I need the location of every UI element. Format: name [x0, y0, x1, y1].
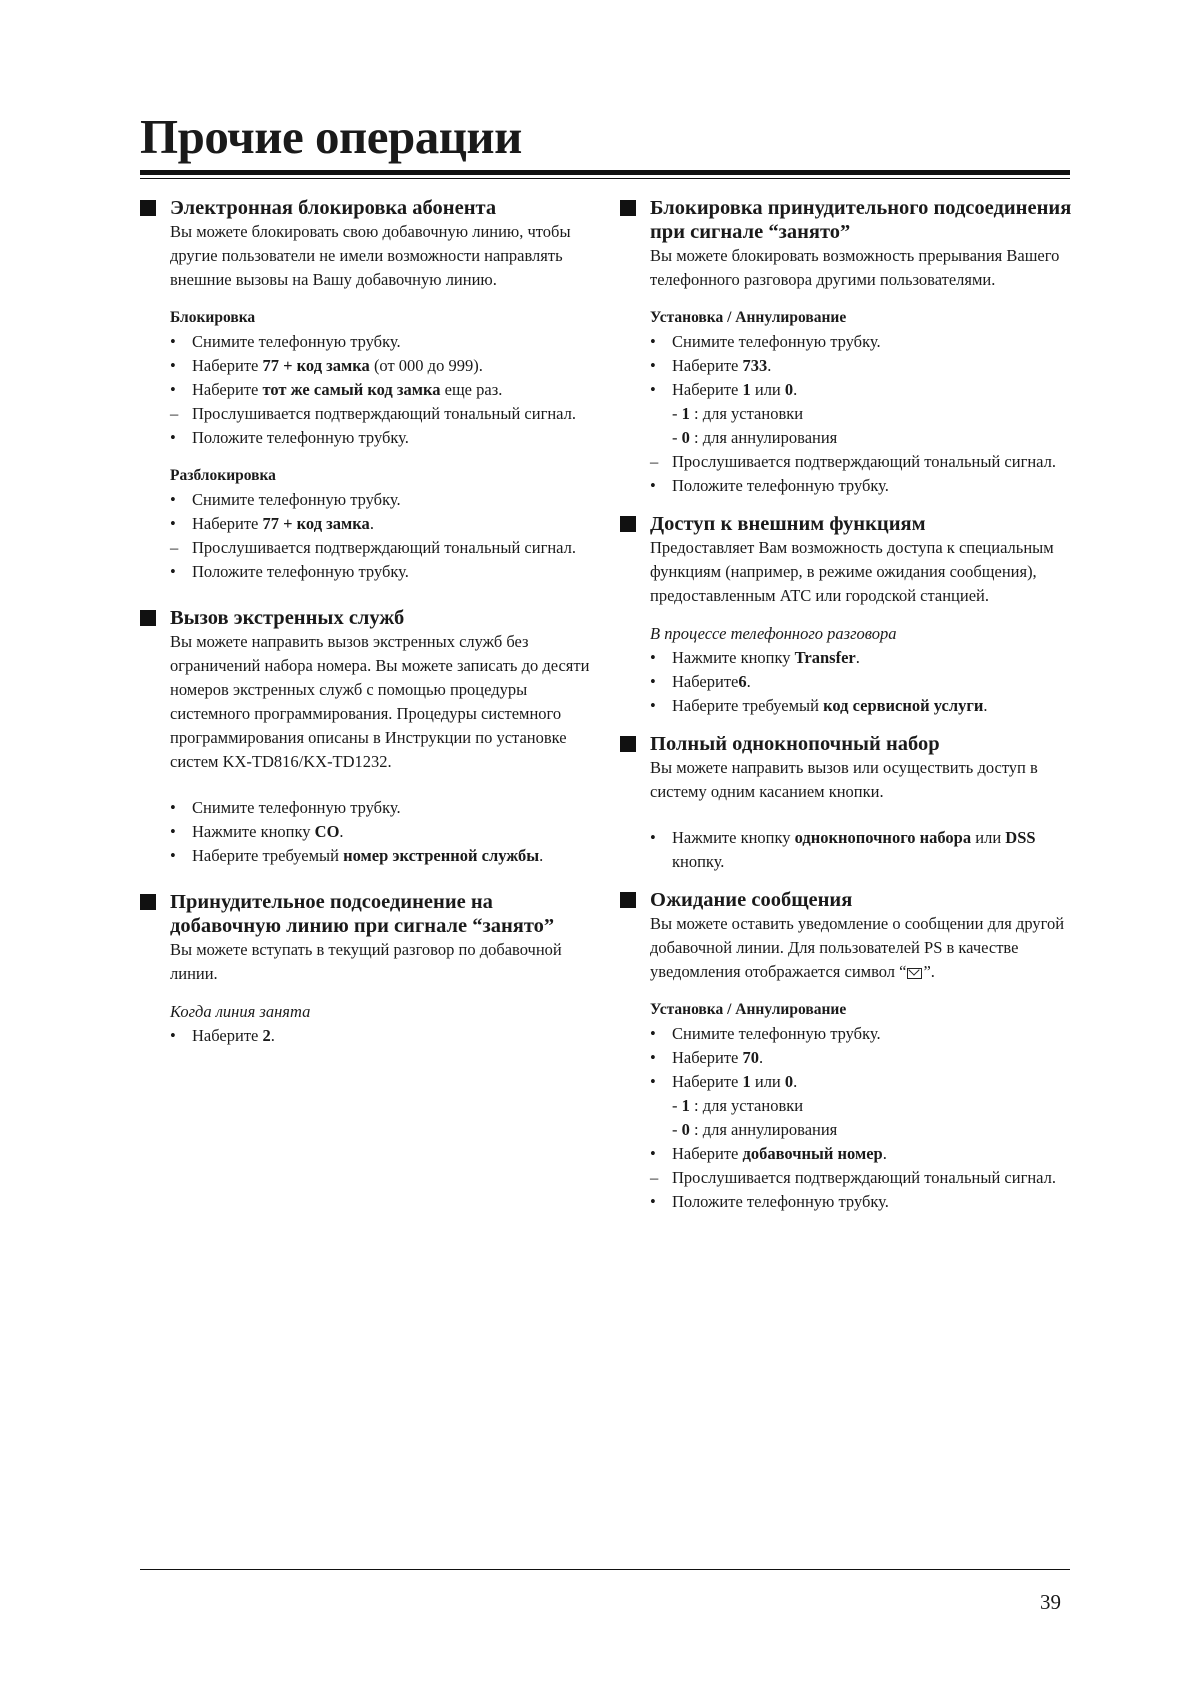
sub-title-set-cancel: Установка / Аннулирование — [650, 1001, 847, 1018]
section-intro: Вы можете блокировать возможность прерывания Вашего телефонного разговора другими пользователями. — [650, 246, 1060, 289]
section-intro: Вы можете направить вызов или осуществить доступ в систему одним касанием кнопки. — [650, 758, 1038, 801]
sub-title-unlock: Разблокировка — [170, 467, 276, 484]
section-intro: Вы можете оставить уведомление о сообщении для другой добавочной линии. Для пользователей PS в качестве уведомления отображается символ “ ”. — [650, 914, 1065, 981]
option-item: - 0 : для аннулирования — [672, 1120, 838, 1139]
section-heading — [620, 888, 1080, 912]
list-item: • Наберите требуемый код сервисной услуги. — [650, 696, 988, 715]
list-item: • Нажмите кнопку однокнопочного набора или DSS кнопку. — [650, 828, 1036, 871]
section-heading-text: Полный однокнопочный набор — [650, 733, 940, 755]
right-column — [620, 196, 1080, 1214]
list-item: • Наберите требуемый номер экстренной службы. — [170, 846, 544, 865]
section-heading-text: Доступ к внешним функциям — [650, 513, 926, 535]
square-bullet-icon — [620, 892, 636, 908]
list-item: • Положите телефонную трубку. — [650, 476, 889, 495]
section-heading-text: Блокировка принудительного подсоединения при сигнале “занято” — [650, 197, 1072, 243]
section-heading-text: Ожидание сообщения — [650, 889, 853, 911]
list-item: • Наберите добавочный номер. — [650, 1144, 887, 1163]
list-item: • Наберите 77 + код замка. — [170, 514, 374, 533]
list-item: • Наберите 2. — [170, 1026, 275, 1045]
list-item: • Положите телефонную трубку. — [170, 562, 409, 581]
section-heading — [140, 196, 600, 220]
list-item: – Прослушивается подтверждающий тональный сигнал. — [170, 538, 577, 557]
section-intro: Вы можете вступать в текущий разговор по добавочной линии. — [170, 940, 562, 983]
list-item: • Снимите телефонную трубку. — [650, 1024, 881, 1043]
option-item: - 0 : для аннулирования — [672, 428, 838, 447]
list-item: – Прослушивается подтверждающий тональный сигнал. — [650, 452, 1057, 471]
section-full-one-touch-dialing — [620, 732, 1080, 874]
list-item: • Наберите 733. — [650, 356, 772, 375]
condition-label: Когда линия занята — [170, 1002, 311, 1021]
list-item: – Прослушивается подтверждающий тональный сигнал. — [170, 404, 577, 423]
section-intro: Вы можете блокировать свою добавочную линию, чтобы другие пользователи не имели возможности направлять внешние вызовы на Вашу добавочную линию. — [170, 222, 571, 289]
list-item: • Наберите 70. — [650, 1048, 764, 1067]
page-number: 39 — [1040, 1590, 1061, 1614]
footer-rule — [140, 1569, 1070, 1570]
override-steps — [170, 1024, 600, 1048]
emergency-steps — [170, 796, 600, 868]
external-feature-steps — [650, 646, 1080, 718]
sub-title-set-cancel: Установка / Аннулирование — [650, 309, 847, 326]
section-emergency-call — [140, 606, 600, 868]
override-deny-steps — [650, 330, 1080, 498]
square-bullet-icon — [620, 736, 636, 752]
section-heading-text: Электронная блокировка абонента — [170, 197, 497, 219]
square-bullet-icon — [620, 516, 636, 532]
section-external-feature-access — [620, 512, 1080, 718]
section-message-waiting — [620, 888, 1080, 1214]
section-heading — [620, 512, 1080, 536]
list-item: • Нажмите кнопку Transfer. — [650, 648, 860, 667]
message-waiting-steps — [650, 1022, 1080, 1214]
list-item: • Наберите 1 или 0. — [650, 380, 798, 399]
list-item: • Положите телефонную трубку. — [170, 428, 409, 447]
section-heading — [140, 890, 600, 938]
envelope-icon — [907, 968, 922, 979]
section-executive-busy-override — [140, 890, 600, 1048]
square-bullet-icon — [140, 610, 156, 626]
option-item: - 1 : для установки — [672, 404, 804, 423]
list-item: – Прослушивается подтверждающий тональный сигнал. — [650, 1168, 1057, 1187]
section-heading — [140, 606, 600, 630]
section-intro: Вы можете направить вызов экстренных служб без ограничений набора номера. Вы можете записать до десяти номеров экстренных служб с помощью процедуры системного программирования. Процедуры системного программирования описаны в Инструкции по установке систем KX-TD816/KX-TD1232. — [170, 632, 590, 771]
list-item: • Наберите тот же самый код замка еще раз. — [170, 380, 503, 399]
list-item: • Наберите 1 или 0. — [650, 1072, 798, 1091]
title-rule-thick — [140, 170, 1070, 175]
left-column — [140, 196, 600, 1048]
list-item: • Нажмите кнопку CO. — [170, 822, 344, 841]
option-item: - 1 : для установки — [672, 1096, 804, 1115]
list-item: • Снимите телефонную трубку. — [170, 490, 401, 509]
square-bullet-icon — [620, 200, 636, 216]
section-override-deny — [620, 196, 1080, 498]
section-heading — [620, 196, 1080, 244]
title-rule-thin — [140, 178, 1070, 179]
one-touch-steps — [650, 826, 1080, 874]
square-bullet-icon — [140, 200, 156, 216]
list-item: • Снимите телефонную трубку. — [650, 332, 881, 351]
condition-label: В процессе телефонного разговора — [650, 624, 897, 643]
list-item: • Снимите телефонную трубку. — [170, 798, 401, 817]
section-heading — [620, 732, 1080, 756]
square-bullet-icon — [140, 894, 156, 910]
lock-steps — [170, 330, 600, 450]
list-item: • Наберите 77 + код замка (от 000 до 999). — [170, 356, 483, 375]
section-heading-text: Вызов экстренных служб — [170, 607, 405, 629]
section-heading-text: Принудительное подсоединение на добавочную линию при сигнале “занято” — [170, 891, 555, 937]
list-item: • Снимите телефонную трубку. — [170, 332, 401, 351]
section-electronic-lock — [140, 196, 600, 584]
section-intro: Предоставляет Вам возможность доступа к специальным функциям (например, в режиме ожидания сообщения), предоставленным АТС или городской станцией. — [650, 538, 1054, 605]
list-item: • Наберите6. — [650, 672, 751, 691]
list-item: • Положите телефонную трубку. — [650, 1192, 889, 1211]
unlock-steps — [170, 488, 600, 584]
sub-title-lock: Блокировка — [170, 309, 256, 326]
page-title: Прочие операции — [140, 109, 522, 164]
